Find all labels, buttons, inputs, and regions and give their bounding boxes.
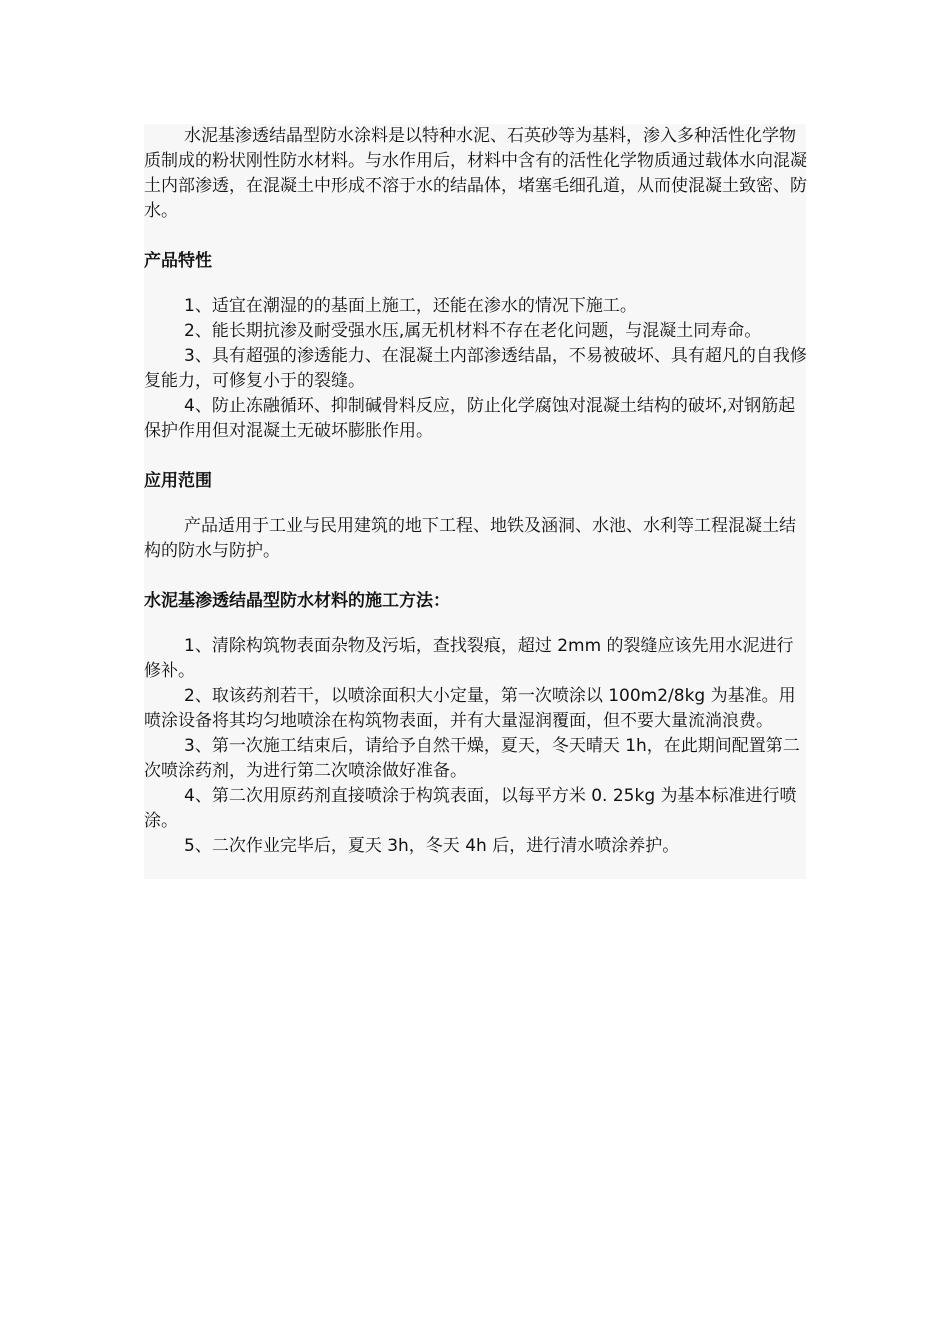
- feature-item: 1、适宜在潮湿的的基面上施工，还能在渗水的情况下施工。: [184, 296, 637, 316]
- construction-step: 5、二次作业完毕后，夏天 3h，冬天 4h 后，进行清水喷涂养护。: [184, 836, 680, 856]
- feature-item: 3、具有超强的渗透能力、在混凝土内部渗透结晶，不易被破坏、具有超凡的自我修复能力，可修复小于的裂缝。: [144, 346, 807, 391]
- feature-item: 2、能长期抗渗及耐受强水压,属无机材料不存在老化问题，与混凝土同寿命。: [184, 321, 762, 341]
- construction-step: 4、第二次用原药剂直接喷涂于构筑表面，以每平方米 0. 25kg 为基本标准进行喷涂。: [144, 786, 797, 831]
- application-paragraph: 产品适用于工业与民用建筑的地下工程、地铁及涵洞、水池、水利等工程混凝土结构的防水与防护。: [144, 516, 796, 561]
- features-heading: 产品特性: [144, 251, 212, 271]
- construction-heading: 水泥基渗透结晶型防水材料的施工方法：: [144, 591, 450, 611]
- document-body: [144, 124, 808, 859]
- intro-paragraph: 水泥基渗透结晶型防水涂料是以特种水泥、石英砂等为基料，渗入多种活性化学物质制成的粉状刚性防水材料。与水作用后，材料中含有的活性化学物质通过载体水向混凝土内部渗透，在混凝土中形成不溶于水的结晶体，堵塞毛细孔道，从而使混凝土致密、防水。: [144, 126, 807, 221]
- construction-step: 2、取该药剂若干，以喷涂面积大小定量，第一次喷涂以 100m2/8kg 为基准。用喷涂设备将其均匀地喷涂在构筑物表面，并有大量湿润覆面，但不要大量流淌浪费。: [144, 686, 796, 731]
- construction-step: 1、清除构筑物表面杂物及污垢，查找裂痕，超过 2mm 的裂缝应该先用水泥进行修补。: [144, 636, 794, 681]
- application-heading: 应用范围: [144, 471, 212, 491]
- construction-step: 3、第一次施工结束后，请给予自然干燥，夏天，冬天晴天 1h，在此期间配置第二次喷涂药剂，为进行第二次喷涂做好准备。: [144, 736, 800, 781]
- feature-item: 4、防止冻融循环、抑制碱骨料反应，防止化学腐蚀对混凝土结构的破坏,对钢筋起保护作用但对混凝土无破坏膨胀作用。: [144, 396, 796, 441]
